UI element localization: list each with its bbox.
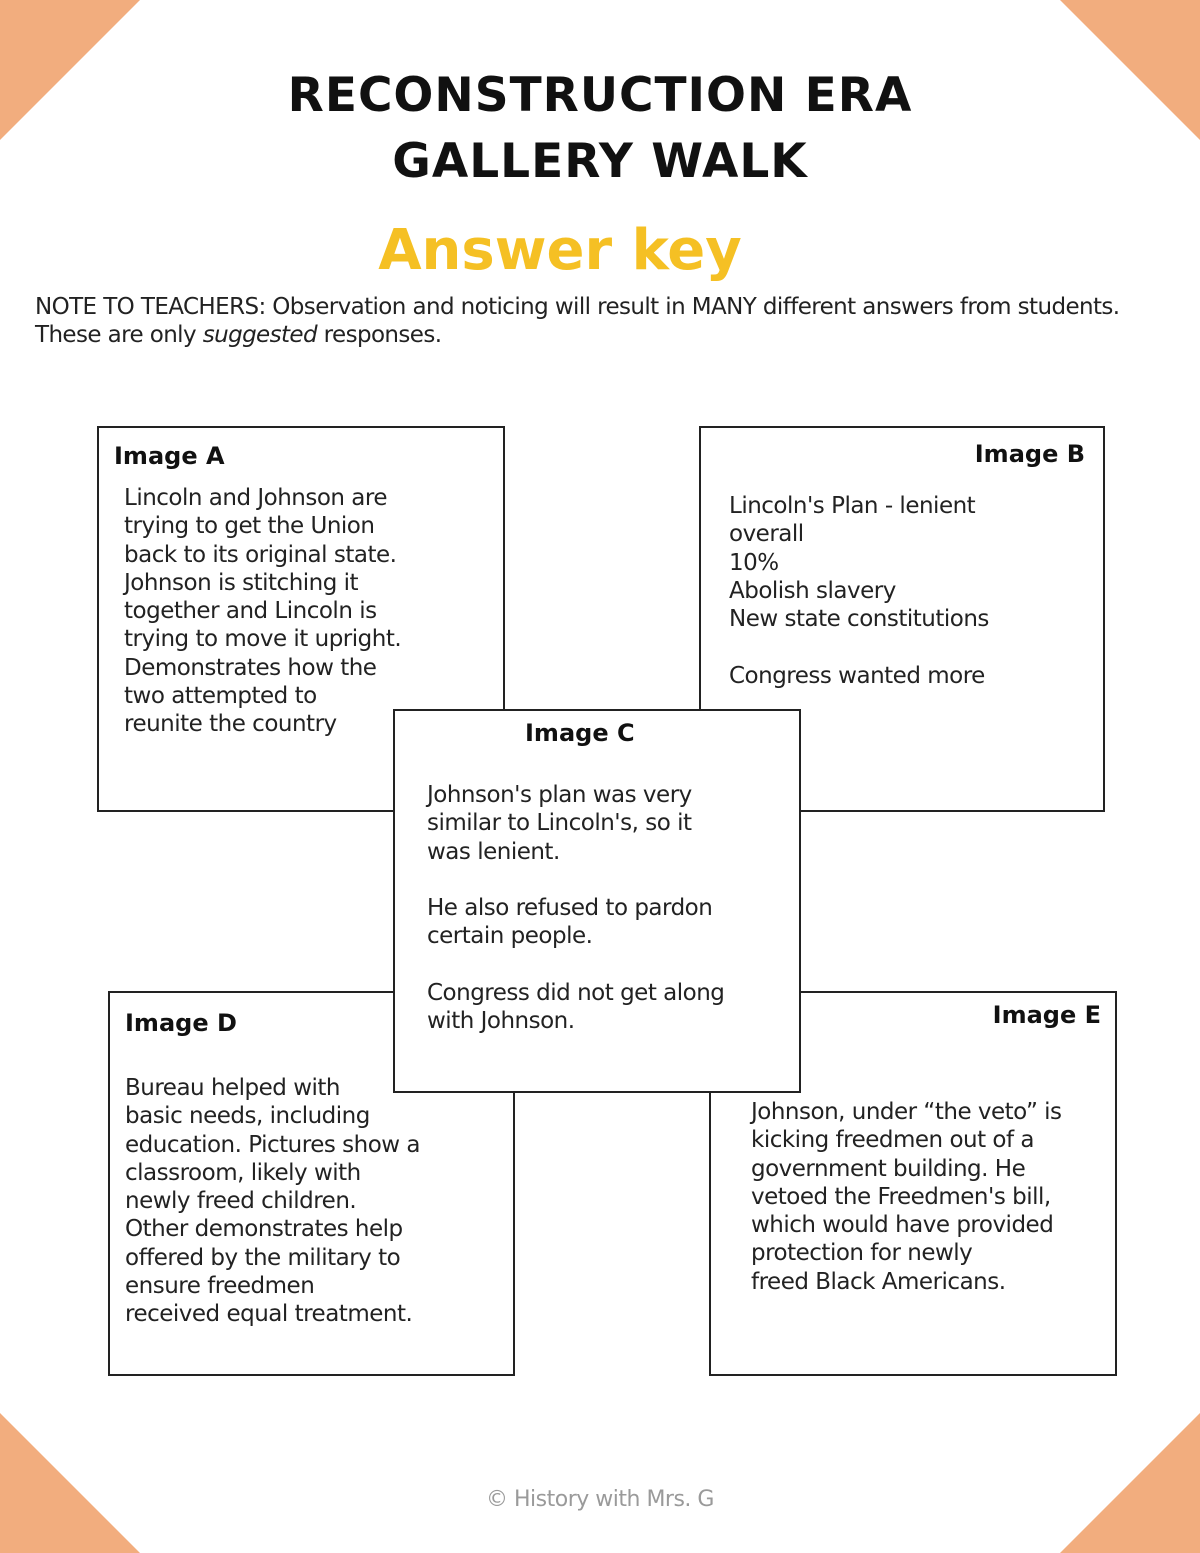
card-image-c-label: Image C [525, 719, 635, 747]
card-image-d-label: Image D [125, 1009, 237, 1037]
teacher-note-end: responses. [316, 322, 442, 348]
teacher-note-emphasis: suggested [202, 322, 317, 348]
card-image-b-label: Image B [974, 440, 1085, 468]
page-title-line-1: RECONSTRUCTION ERA [287, 68, 913, 123]
card-image-a-text: Lincoln and Johnson are trying to get the Union back to its original state. Johnson is stitching it together and Lincoln is trying to move it upright. Demonstrates how the two attempted to reunite the country [124, 485, 402, 738]
answer-key-heading: Answer key [378, 218, 742, 283]
card-image-d-text: Bureau helped with basic needs, including education. Pictures show a classroom, likely with newly freed children. Other demonstrates help offered by the military to ensure freedmen received equal treatment. [125, 1075, 420, 1328]
card-image-a-label: Image A [114, 442, 225, 470]
corner-decoration-bottom-left [0, 1413, 140, 1553]
card-image-c [393, 709, 801, 1093]
card-image-c-text: Johnson's plan was very similar to Lincoln's, so it was lenient. He also refused to pardon certain people. Congress did not get along with Johnson. [427, 782, 725, 1035]
card-image-e-text: Johnson, under “the veto” is kicking freedmen out of a government building. He vetoed the Freedmen's bill, which would have provided protection for newly freed Black Americans. [751, 1099, 1062, 1295]
teacher-note-text: NOTE TO TEACHERS: Observation and noticing will result in MANY different answers from students. These are only [35, 294, 1120, 348]
card-image-e-label: Image E [992, 1001, 1101, 1029]
copyright-footer: © History with Mrs. G [486, 1487, 714, 1512]
teacher-note [35, 293, 1175, 349]
page-title-line-2: GALLERY WALK [392, 134, 808, 189]
corner-decoration-bottom-right [1060, 1413, 1200, 1553]
card-image-b-text: Lincoln's Plan - lenient overall 10% Abolish slavery New state constitutions Congress wanted more [729, 493, 989, 689]
